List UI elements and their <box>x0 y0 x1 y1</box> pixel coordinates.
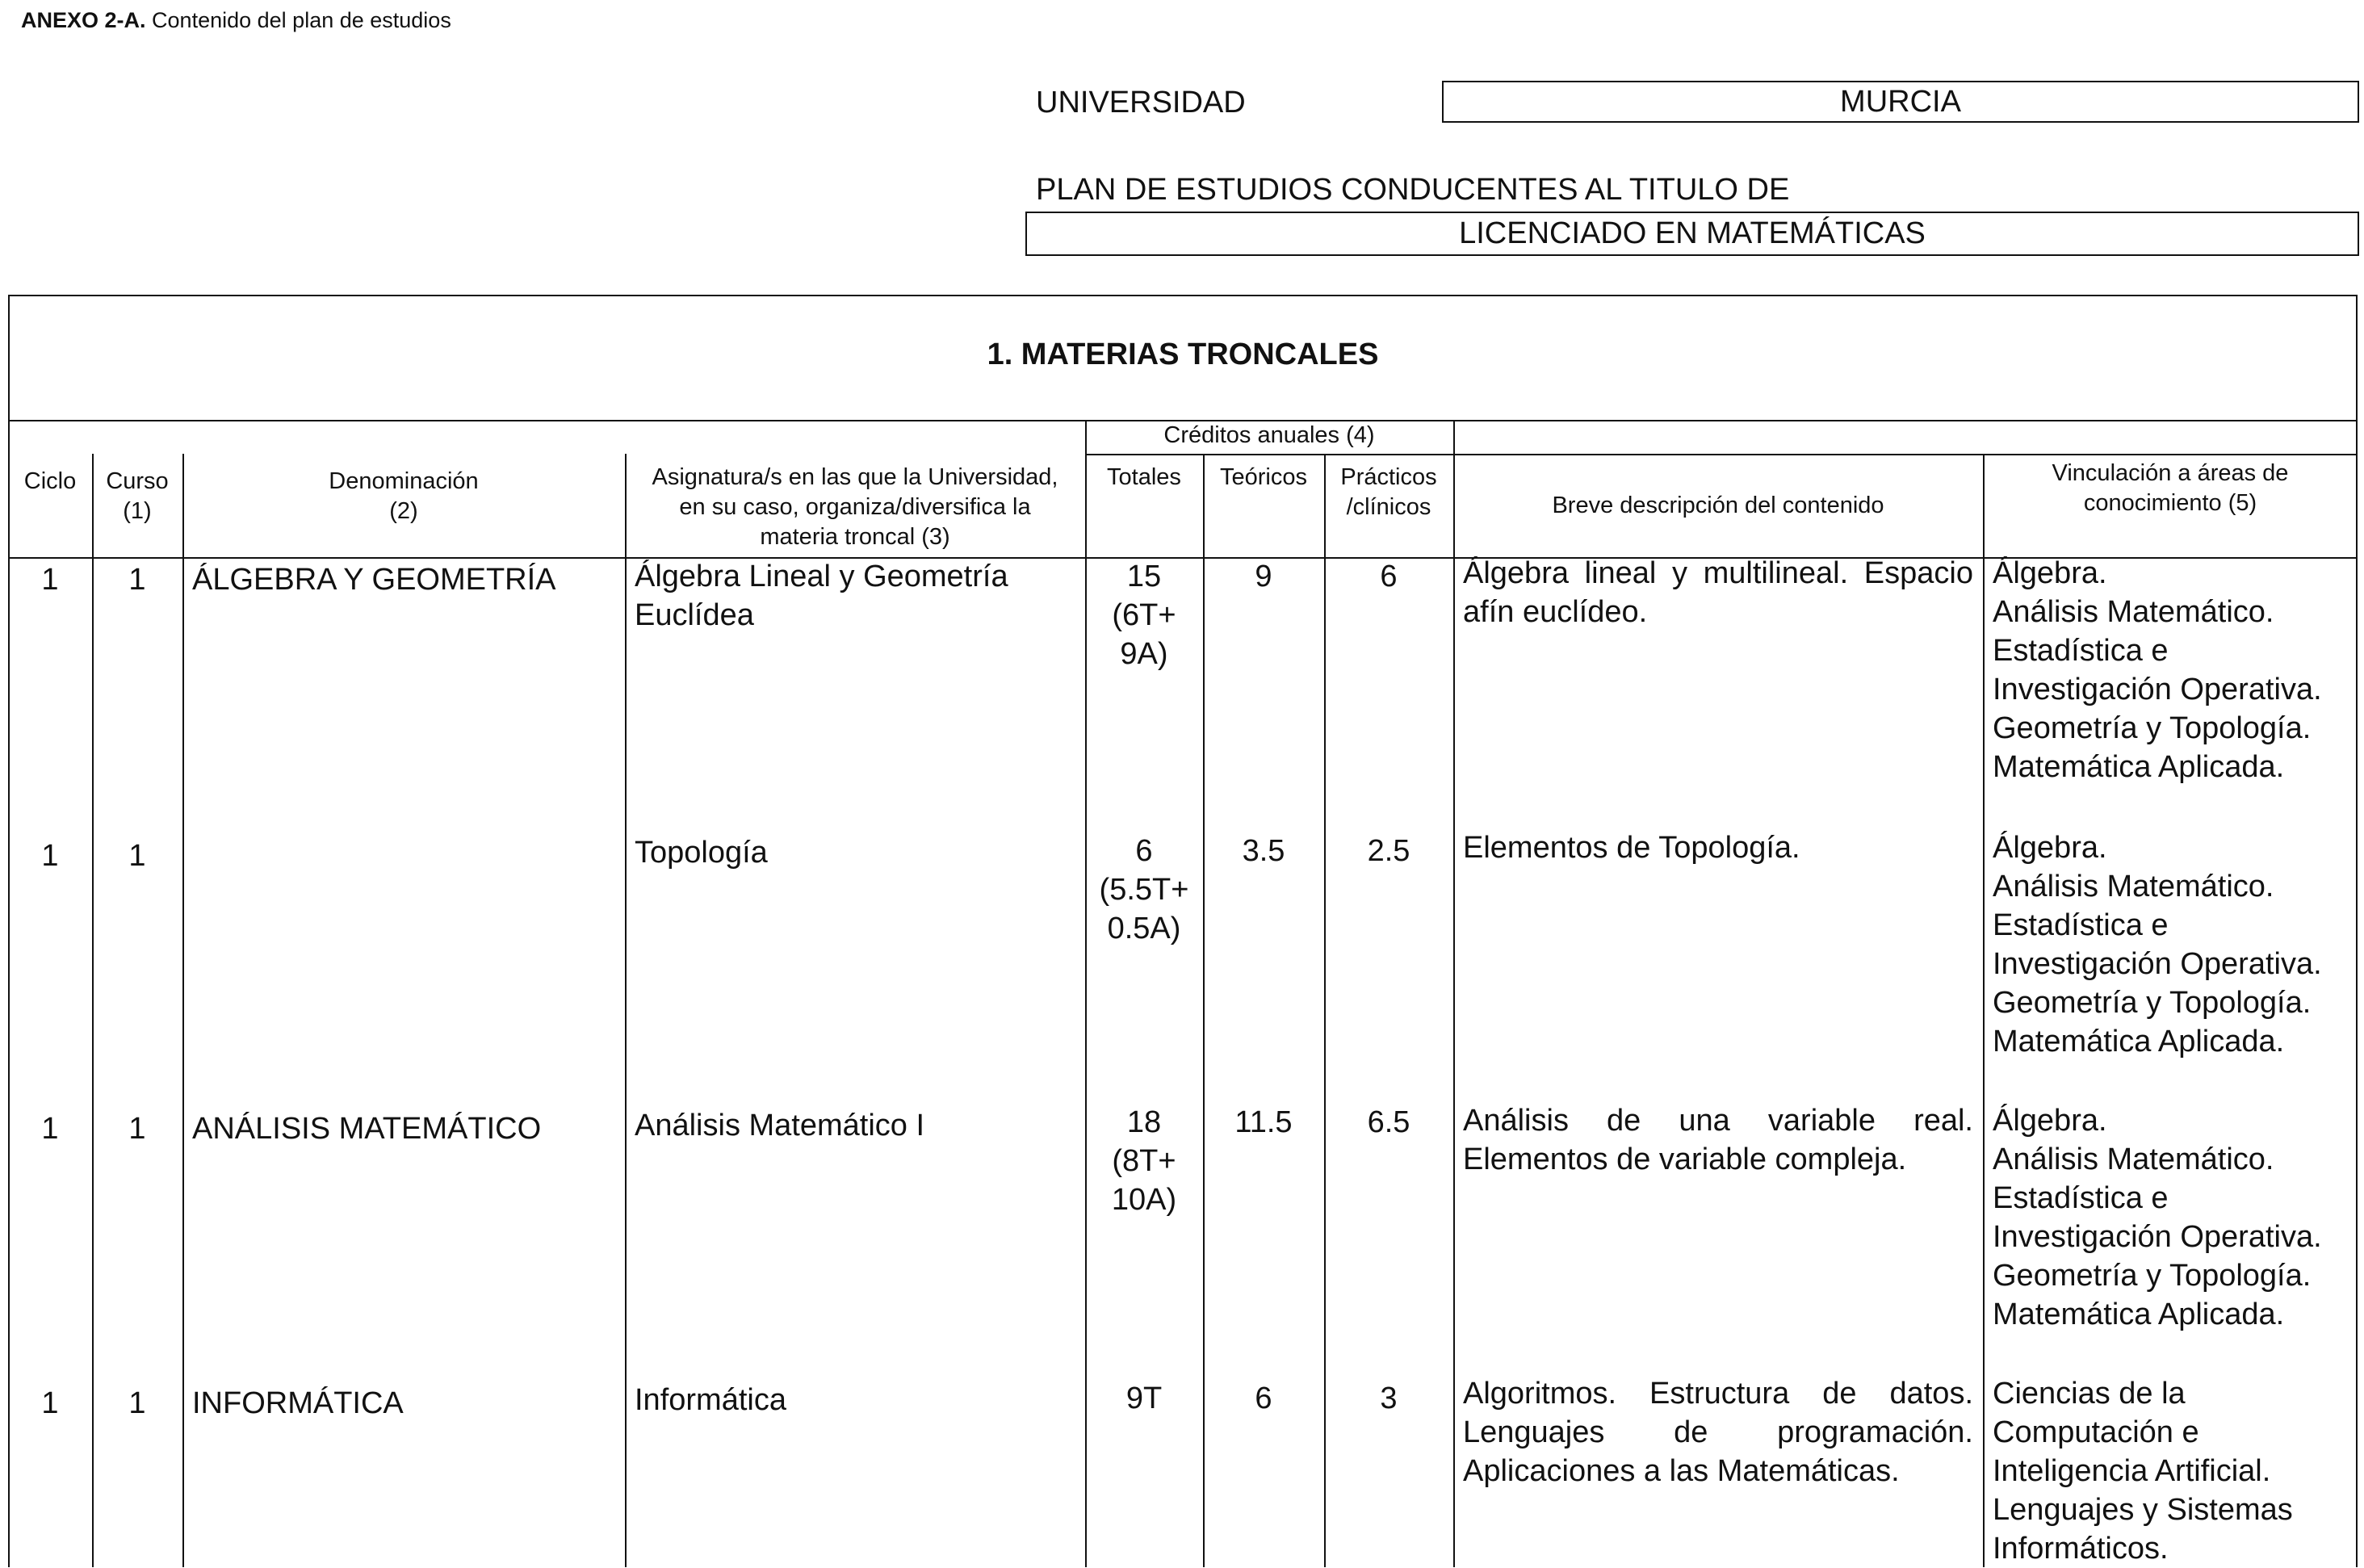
section-title: 1. MATERIAS TRONCALES <box>987 337 1379 371</box>
cell-totales-line: 6 <box>1135 834 1153 868</box>
vinculacion-area: Investigación Operativa. <box>1993 1220 2322 1254</box>
cell-asignatura: Topología <box>635 836 768 870</box>
cell-totales-line: (5.5T+ <box>1099 873 1189 907</box>
header-vinculacion <box>1983 459 2358 518</box>
vinculacion-area: Estadística e <box>1993 1181 2169 1215</box>
cell-teoricos: 6 <box>1255 1381 1272 1415</box>
vinculacion-area: Análisis Matemático. <box>1993 870 2274 903</box>
annex-heading <box>21 8 451 33</box>
col-line-descripcion <box>1983 454 1985 1567</box>
header-vinculacion-line: Vinculación a áreas de <box>2052 460 2289 486</box>
cell-asignatura: Análisis Matemático I <box>635 1109 925 1142</box>
rule-header-right <box>1453 454 2358 455</box>
cell-denominacion: ÁLGEBRA Y GEOMETRÍA <box>192 563 556 597</box>
vinculacion-area: Matemática Aplicada. <box>1993 750 2285 784</box>
university-label: UNIVERSIDAD <box>1036 86 1246 119</box>
vinculacion-area: Ciencias de la <box>1993 1377 2186 1411</box>
header-curso-line: (1) <box>123 498 152 524</box>
vinculacion-area: Inteligencia Artificial. <box>1993 1454 2271 1488</box>
cell-totales-line: (8T+ <box>1112 1144 1176 1178</box>
header-ciclo: Ciclo <box>23 468 77 494</box>
cell-totales-line: (6T+ <box>1112 598 1176 632</box>
cell-totales-line: 9A) <box>1120 637 1168 671</box>
header-curso-line: Curso <box>106 468 169 494</box>
cell-ciclo: 1 <box>41 1386 59 1420</box>
header-denominacion-line: (2) <box>389 498 418 524</box>
cell-teoricos: 11.5 <box>1234 1105 1293 1139</box>
vinculacion-area: Estadística e <box>1993 634 2169 668</box>
header-asignatura-line: Asignatura/s en las que la Universidad, <box>652 464 1058 490</box>
cell-denominacion: ANÁLISIS MATEMÁTICO <box>192 1112 542 1146</box>
cell-asignatura: Álgebra Lineal y Geometría Euclídea <box>635 560 1008 632</box>
vinculacion-area: Lenguajes y Sistemas <box>1993 1493 2293 1527</box>
header-practicos-line: /clínicos <box>1346 494 1431 520</box>
vinculacion-area: Computación e <box>1993 1415 2199 1449</box>
vinculacion-area: Geometría y Topología. <box>1993 986 2312 1020</box>
cell-ciclo: 1 <box>41 839 59 873</box>
vinculacion-area: Informáticos. <box>1993 1532 2169 1566</box>
header-asignatura <box>625 463 1085 552</box>
cell-descripcion: Elementos de Topología. <box>1463 831 1800 865</box>
header-creditos-group: Créditos anuales (4) <box>1163 422 1375 448</box>
cell-vinculacion <box>1993 828 2356 1061</box>
cell-totales-line: 0.5A) <box>1107 912 1181 945</box>
vinculacion-area: Álgebra. <box>1993 1104 2107 1138</box>
cell-curso: 1 <box>128 839 146 873</box>
header-denominacion <box>182 467 625 526</box>
header-teoricos: Teóricos <box>1220 464 1307 490</box>
cell-descripcion: Álgebra lineal y multilineal. Espacio afín euclídeo. <box>1463 556 1973 629</box>
cell-totales <box>1085 557 1203 673</box>
vinculacion-area: Matemática Aplicada. <box>1993 1025 2285 1059</box>
title-value: LICENCIADO EN MATEMÁTICAS <box>1459 216 1926 250</box>
cell-practicos: 3 <box>1380 1381 1398 1415</box>
annex-text: Contenido del plan de estudios <box>152 8 451 32</box>
header-practicos <box>1324 463 1453 522</box>
cell-curso: 1 <box>128 1386 146 1420</box>
cell-ciclo: 1 <box>41 1112 59 1146</box>
cell-vinculacion <box>1993 1101 2356 1334</box>
annex-prefix: ANEXO 2-A. <box>21 8 146 32</box>
title-field <box>1025 212 2359 256</box>
cell-practicos: 6 <box>1380 560 1398 593</box>
header-totales: Totales <box>1107 464 1181 490</box>
vinculacion-area: Investigación Operativa. <box>1993 673 2322 706</box>
plan-label: PLAN DE ESTUDIOS CONDUCENTES AL TITULO DE <box>1036 173 1790 207</box>
cell-teoricos: 3.5 <box>1242 834 1285 868</box>
vinculacion-area: Álgebra. <box>1993 831 2107 865</box>
cell-descripcion: Algoritmos. Estructura de datos. Lenguajes de programación. Aplicaciones a las Matemáticas. <box>1463 1377 1973 1488</box>
cell-vinculacion <box>1993 554 2356 786</box>
cell-descripcion: Análisis de una variable real. Elementos de variable compleja. <box>1463 1104 1973 1176</box>
col-line-practicos <box>1453 420 1455 1567</box>
cell-practicos: 6.5 <box>1367 1105 1410 1139</box>
vinculacion-area: Geometría y Topología. <box>1993 1259 2312 1293</box>
vinculacion-area: Álgebra. <box>1993 556 2107 590</box>
cell-totales-line: 9T <box>1125 1381 1163 1415</box>
col-line-curso <box>182 454 184 1567</box>
vinculacion-area: Análisis Matemático. <box>1993 595 2274 629</box>
header-descripcion: Breve descripción del contenido <box>1552 493 1884 518</box>
vinculacion-area: Investigación Operativa. <box>1993 947 2322 981</box>
cell-vinculacion <box>1993 1374 2356 1568</box>
university-field <box>1442 81 2359 123</box>
cell-curso: 1 <box>128 563 146 597</box>
cell-practicos: 2.5 <box>1367 834 1410 868</box>
cell-totales-line: 18 <box>1126 1105 1162 1139</box>
cell-totales <box>1085 832 1203 948</box>
cell-totales <box>1085 1103 1203 1219</box>
vinculacion-area: Análisis Matemático. <box>1993 1142 2274 1176</box>
cell-denominacion: INFORMÁTICA <box>192 1386 404 1420</box>
col-line-denominacion <box>625 454 627 1567</box>
header-curso <box>92 467 182 526</box>
header-asignatura-line: en su caso, organiza/diversifica la <box>679 494 1031 520</box>
cell-totales-line: 15 <box>1126 560 1162 593</box>
cell-totales-line: 10A) <box>1111 1183 1177 1217</box>
cell-totales <box>1085 1379 1203 1418</box>
cell-teoricos: 9 <box>1255 560 1272 593</box>
vinculacion-area: Matemática Aplicada. <box>1993 1298 2285 1331</box>
header-denominacion-line: Denominación <box>329 468 479 494</box>
cell-ciclo: 1 <box>41 563 59 597</box>
vinculacion-area: Geometría y Topología. <box>1993 711 2312 745</box>
cell-curso: 1 <box>128 1112 146 1146</box>
header-asignatura-line: materia troncal (3) <box>760 524 950 550</box>
university-value: MURCIA <box>1840 85 1961 119</box>
cell-asignatura: Informática <box>635 1383 786 1417</box>
rule-creditos-group <box>1085 454 1453 455</box>
header-vinculacion-line: conocimiento (5) <box>2083 490 2257 516</box>
header-practicos-line: Prácticos <box>1340 464 1437 490</box>
vinculacion-area: Estadística e <box>1993 908 2169 942</box>
